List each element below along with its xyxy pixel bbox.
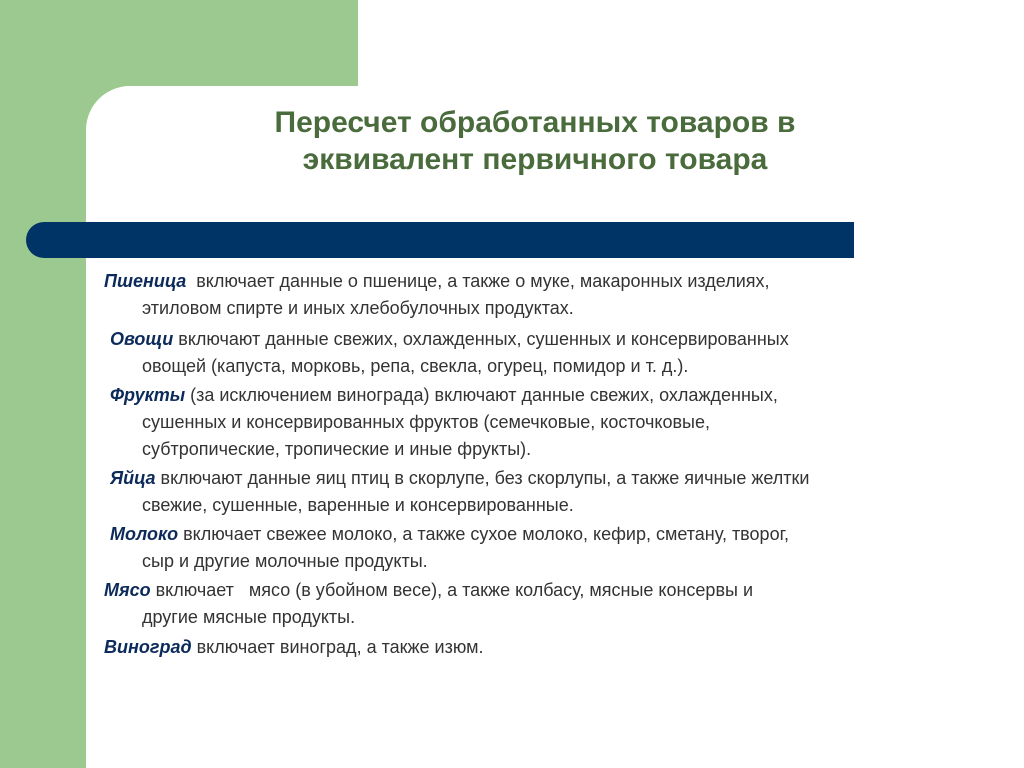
paragraph-milk: [110, 521, 789, 575]
term-wheat: Пшеница: [104, 271, 187, 291]
eggs-line-2: свежие, сушенные, варенные и консервированные.: [142, 495, 574, 515]
slide-title: [190, 104, 880, 178]
title-line-2: эквивалент первичного товара: [302, 143, 768, 176]
fruits-line-3: субтропические, тропические и иные фрукты).: [142, 439, 532, 459]
paragraph-grapes: [104, 634, 484, 661]
term-vegetables: Овощи: [110, 329, 174, 349]
title-underline-bar: [26, 222, 854, 258]
paragraph-vegetables: [110, 326, 789, 380]
eggs-line-1: включают данные яиц птиц в скорлупе, без скорлупы, а также яичные желтки: [155, 468, 810, 488]
vegetables-line-2: овощей (капуста, морковь, репа, свекла, огурец, помидор и т. д.).: [142, 356, 689, 376]
meat-line-1: включает мясо (в убойном весе), а также колбасу, мясные консервы и: [150, 580, 753, 600]
meat-line-2: другие мясные продукты.: [142, 607, 356, 627]
paragraph-wheat: [104, 268, 770, 322]
vegetables-line-1: включают данные свежих, охлажденных, сушенных и консервированных: [173, 329, 789, 349]
term-eggs: Яйца: [110, 468, 156, 488]
grapes-line-1: включает виноград, а также изюм.: [191, 637, 484, 657]
paragraph-eggs: [110, 465, 809, 519]
milk-line-1: включает свежее молоко, а также сухое молоко, кефир, сметану, творог,: [178, 524, 789, 544]
title-line-1: Пересчет обработанных товаров в: [274, 106, 796, 139]
fruits-line-2: сушенных и консервированных фруктов (семечковые, косточковые,: [142, 412, 711, 432]
term-meat: Мясо: [104, 580, 151, 600]
paragraph-fruits: [110, 382, 778, 463]
wheat-line-1: включает данные о пшенице, а также о муке, макаронных изделиях,: [186, 271, 770, 291]
milk-line-2: сыр и другие молочные продукты.: [142, 551, 428, 571]
wheat-line-2: этиловом спирте и иных хлебобулочных продуктах.: [142, 298, 574, 318]
term-milk: Молоко: [110, 524, 179, 544]
paragraph-meat: [104, 577, 753, 631]
fruits-line-1: (за исключением винограда) включают данные свежих, охлажденных,: [185, 385, 778, 405]
term-fruits: Фрукты: [110, 385, 186, 405]
term-grapes: Виноград: [104, 637, 192, 657]
